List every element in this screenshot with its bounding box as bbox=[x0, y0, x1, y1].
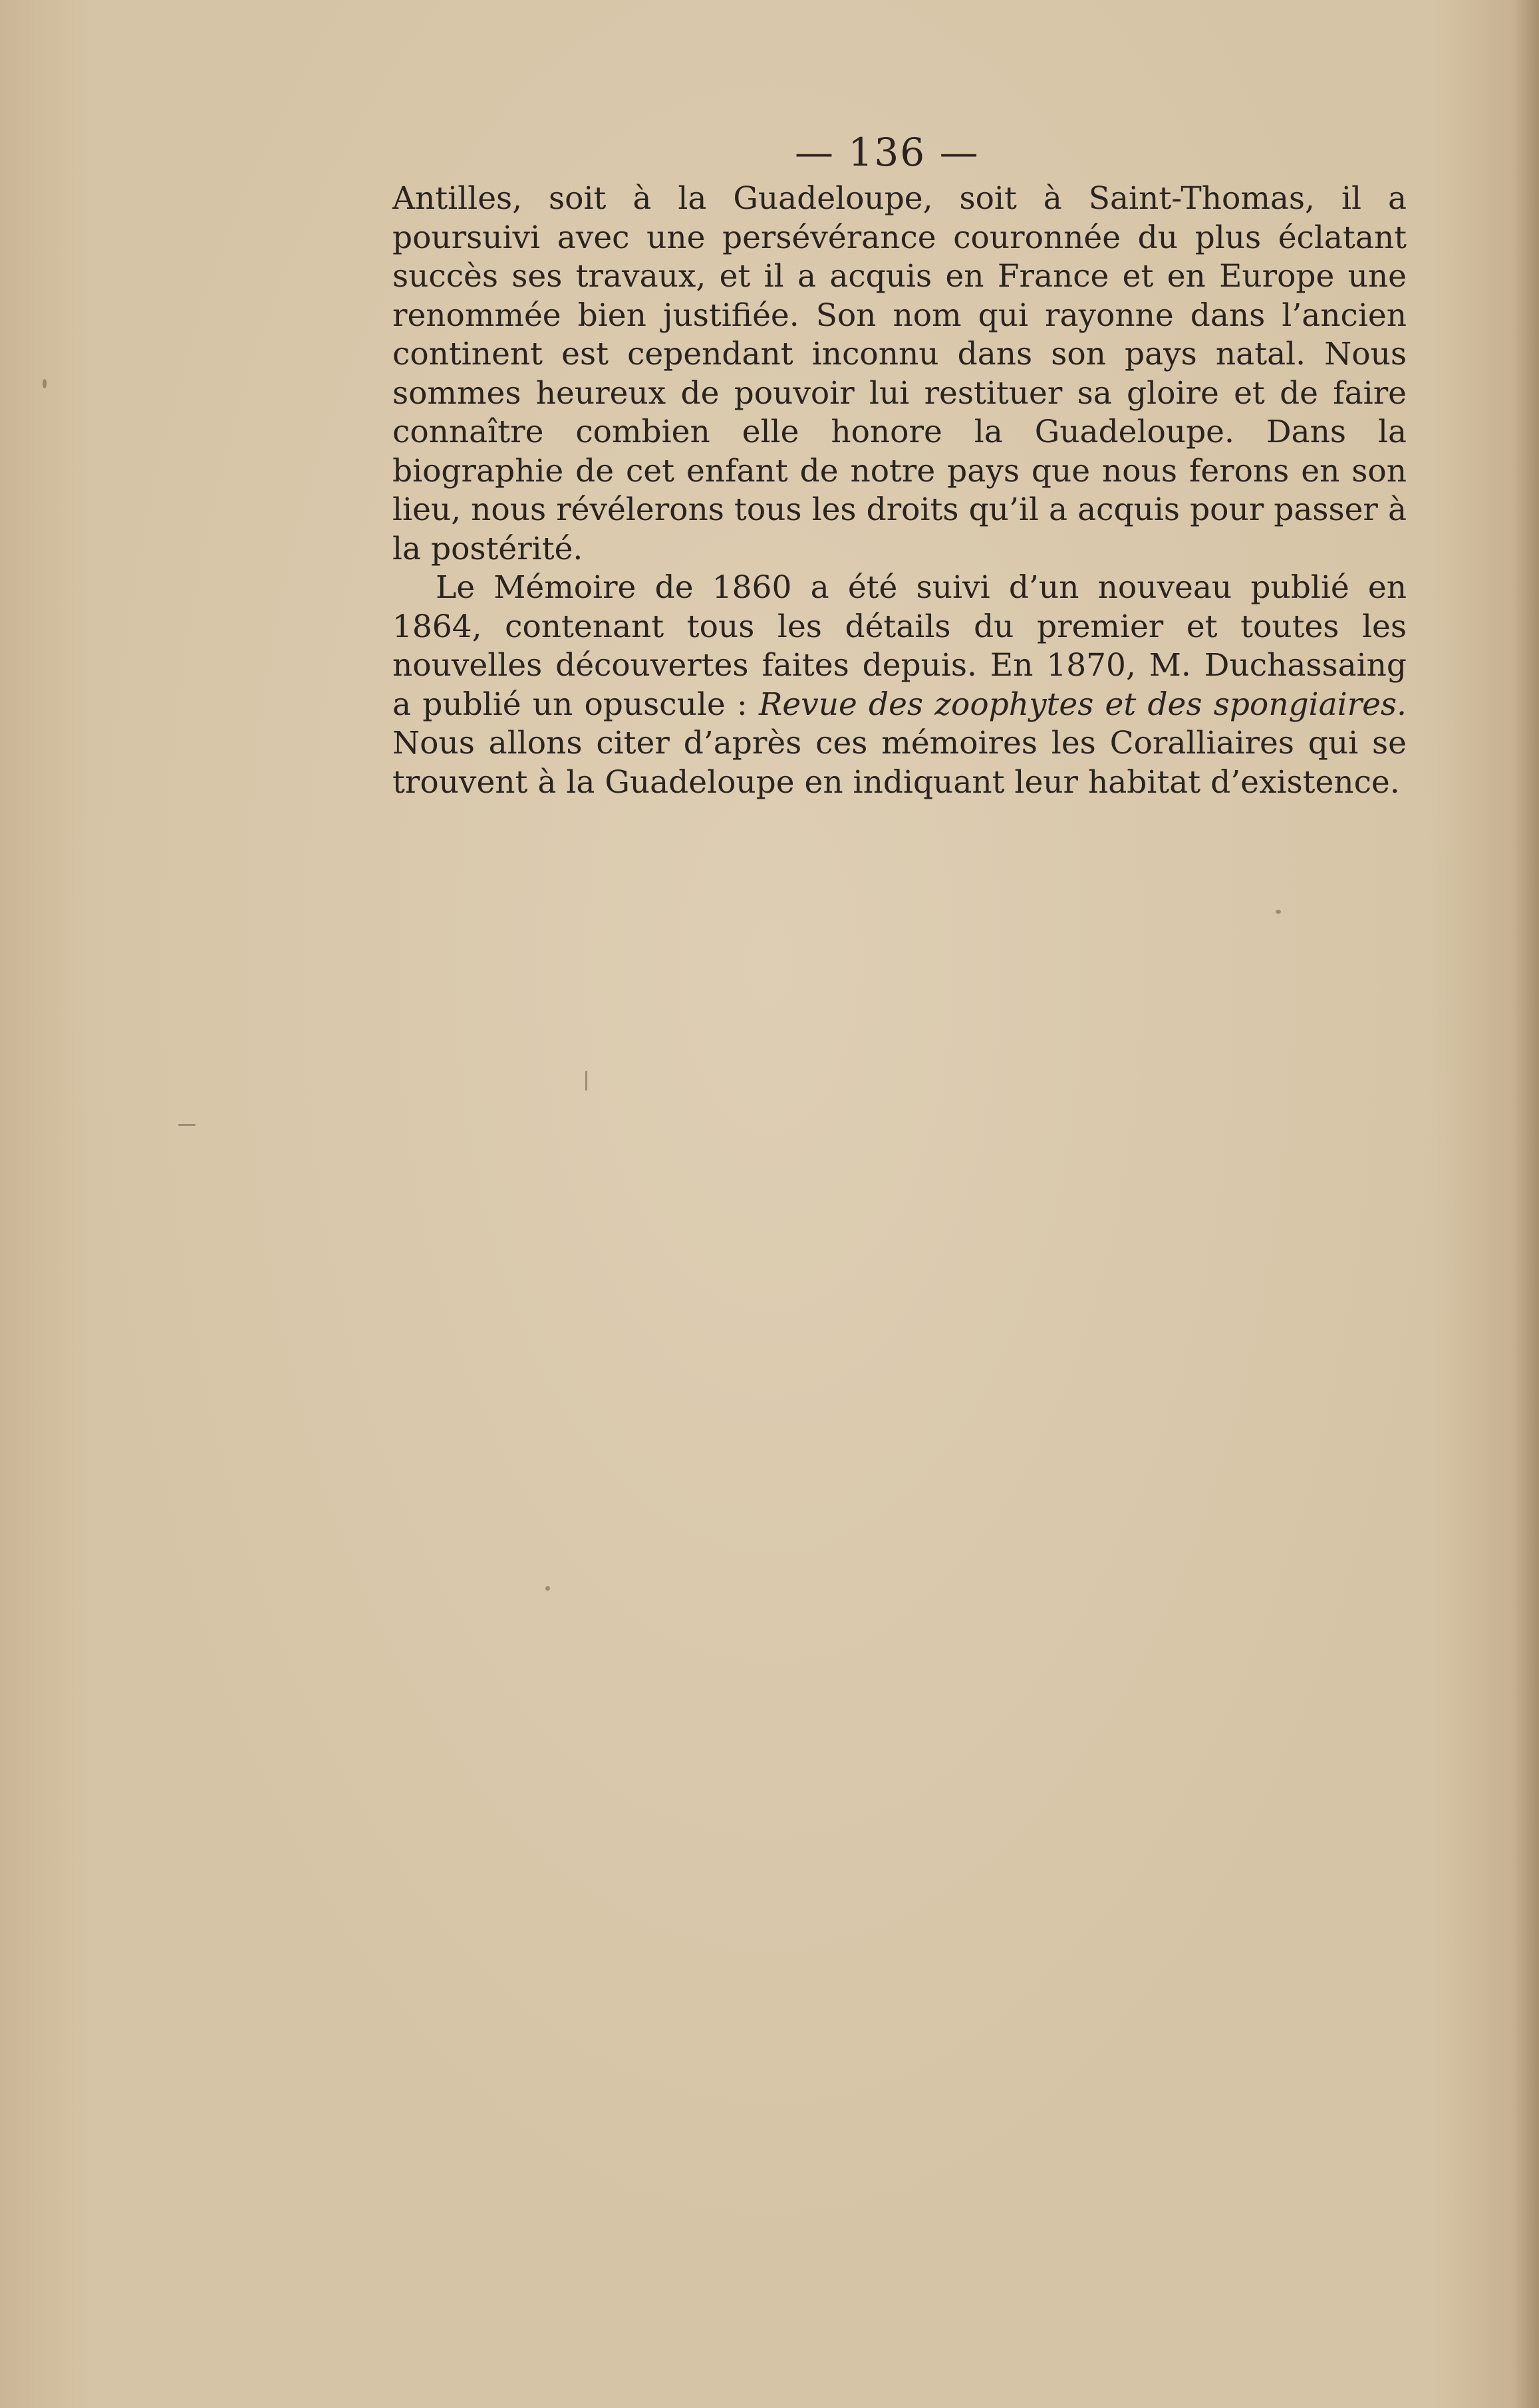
body-text bbox=[392, 180, 1407, 802]
paragraph-1: Antilles, soit à la Guadeloupe, soit à Saint-Thomas, il a poursuivi avec une persévérance couronnée du plus éclatant succès ses travaux, et il a acquis en France et en Europe une renommée bien justifiée. Son nom qui rayonne dans l’ancien continent est cependant inconnu dans son pays natal. Nous sommes heureux de pouvoir lui restituer sa gloire et de faire connaître combien elle honore la Guadeloupe. Dans la biographie de cet enfant de notre pays que nous ferons en son lieu, nous révélerons tous les droits qu’il a acquis pour passer à la postérité. bbox=[392, 180, 1407, 567]
paper-speck bbox=[1276, 910, 1281, 914]
publication-title: Revue des zoophytes et des spongiaires. bbox=[758, 686, 1407, 723]
paragraph-2-text-start: Le Mémoire de 1860 a été suivi d’un nouveau publié en 1864, contenant tous les détails du premier et toutes les nouvelles découvertes faites depuis. En 1870, M. Duchassaing a publié un opuscule : bbox=[392, 569, 1407, 723]
paper-speck bbox=[545, 1586, 550, 1591]
page-edge-shadow bbox=[1512, 0, 1539, 2408]
paragraph-2-text-end: Nous allons citer d’après ces mémoires les Coralliaires qui se trouvent à la Guadeloupe en indiquant leur habitat d’existence. bbox=[392, 725, 1407, 801]
paragraph-2 bbox=[392, 569, 1407, 802]
paper-speck bbox=[585, 1071, 587, 1091]
paper-speck bbox=[43, 379, 47, 388]
page-number: — 136 — bbox=[795, 130, 980, 175]
paper-speck bbox=[178, 1124, 196, 1126]
